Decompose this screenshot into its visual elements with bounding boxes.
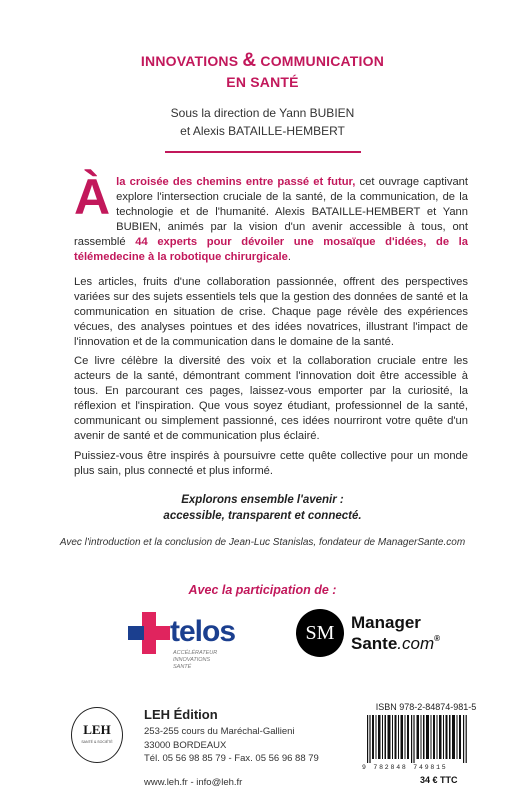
barcode-icon xyxy=(367,715,467,763)
title-part1: INNOVATIONS xyxy=(140,53,239,69)
sm-monogram-icon: SM xyxy=(296,609,344,657)
medical-cross-icon xyxy=(128,612,170,654)
p1-text-1: cet ouvrage captivant explore l'intersection cruciale de la santé, de la communication, de la technologie et de l'humanité. Alexis BATAILLE-HEMBERT et Yann BUBIEN, animés par la vision d'un avenir accessible à tous, ont rassemblé xyxy=(74,176,468,248)
isbn: ISBN 978-2-84874-981-5 xyxy=(375,702,477,712)
closing-statement xyxy=(0,492,525,524)
telos-tagline xyxy=(173,650,217,671)
leh-logo-small: SANTÉ & SOCIÉTÉ xyxy=(81,740,113,744)
editors-line1: Sous la direction de Yann BUBIEN xyxy=(170,106,355,120)
paragraph-2: Les articles, fruits d'une collaboration passionnée, offrent des perspectives variées sur des sujets essentiels tels que la gestion des données de santé et la communication en situation de crise. Chaque page révèle des expériences vécues, des analyses pointues et des idées novatrices, illustrant l'impact de l'innovation et de la communication dans le domaine de la santé. xyxy=(74,276,468,348)
telos-wordmark: telos xyxy=(170,615,236,648)
title-part2: COMMUNICATION xyxy=(260,53,385,69)
editors xyxy=(0,104,525,140)
manager-dotcom: .com xyxy=(397,634,435,653)
title-line2: EN SANTÉ xyxy=(226,74,299,90)
publisher-info xyxy=(144,706,319,789)
manager-wordmark-line1: Manager xyxy=(351,613,421,632)
barcode-digits: 9 782848 749815 xyxy=(362,764,448,771)
manager-wordmark-line2 xyxy=(351,634,440,654)
highlight-1: la croisée des chemins entre passé et futur, xyxy=(116,176,356,188)
title-ampersand: & xyxy=(242,50,257,71)
drop-cap: À xyxy=(74,169,111,225)
publisher-name: LEH Édition xyxy=(144,707,218,722)
paragraph-1 xyxy=(74,169,469,265)
price: 34 € TTC xyxy=(420,775,458,785)
telos-tag3: SANTÉ xyxy=(173,664,192,670)
manager-sante: Sante xyxy=(351,634,398,653)
publisher-address2: 33000 BORDEAUX xyxy=(144,739,227,751)
paragraph-4: Puissiez-vous être inspirés à poursuivre cette quête collective pour un monde plus sain, plus connecté et plus informé. xyxy=(74,450,468,477)
leh-logo-text: LEH xyxy=(83,722,111,737)
closing-line1: Explorons ensemble l'avenir : xyxy=(181,494,344,506)
intro-note: Avec l'introduction et la conclusion de Jean-Luc Stanislas, fondateur de ManagerSante.com xyxy=(59,537,466,548)
partners-heading: Avec la participation de : xyxy=(188,583,337,597)
telos-tag2: INNOVATIONS xyxy=(173,657,211,663)
telos-tag1: ACCÉLÉRATEUR xyxy=(173,650,218,656)
editors-line2: et Alexis BATAILLE-HEMBERT xyxy=(180,124,345,138)
title-divider xyxy=(165,151,361,153)
telos-logo xyxy=(128,612,248,670)
closing-line2: accessible, transparent et connecté. xyxy=(163,510,362,522)
highlight-2: 44 experts pour dévoiler une mosaïque d'idées, de la télémedecine à la robotique chirurgicale xyxy=(74,236,469,263)
book-title xyxy=(0,50,525,93)
publisher-address1: 253-255 cours du Maréchal-Gallieni xyxy=(144,726,295,737)
leh-logo xyxy=(71,707,123,763)
paragraph-3: Ce livre célèbre la diversité des voix et la collaboration cruciale entre les acteurs de la santé, démontrant comment l'innovation doit être accessible à tous. En parcourant ces pages, laissez-vous emporter par la curiosité, la réflexion et l'inspiration. Que vous soyez étudiant, professionnel de la santé, communicant ou simplement passionné, ces idées nourriront votre quête d'un avenir de santé et de communication plus éclairé. xyxy=(74,355,468,442)
registered-mark: ® xyxy=(434,634,441,643)
publisher-phone: Tél. 05 56 98 85 79 - Fax. 05 56 96 88 79 xyxy=(144,753,319,764)
managersante-logo xyxy=(296,607,446,663)
p1-text-2: . xyxy=(287,251,291,263)
publisher-web: www.leh.fr - info@leh.fr xyxy=(144,776,243,788)
